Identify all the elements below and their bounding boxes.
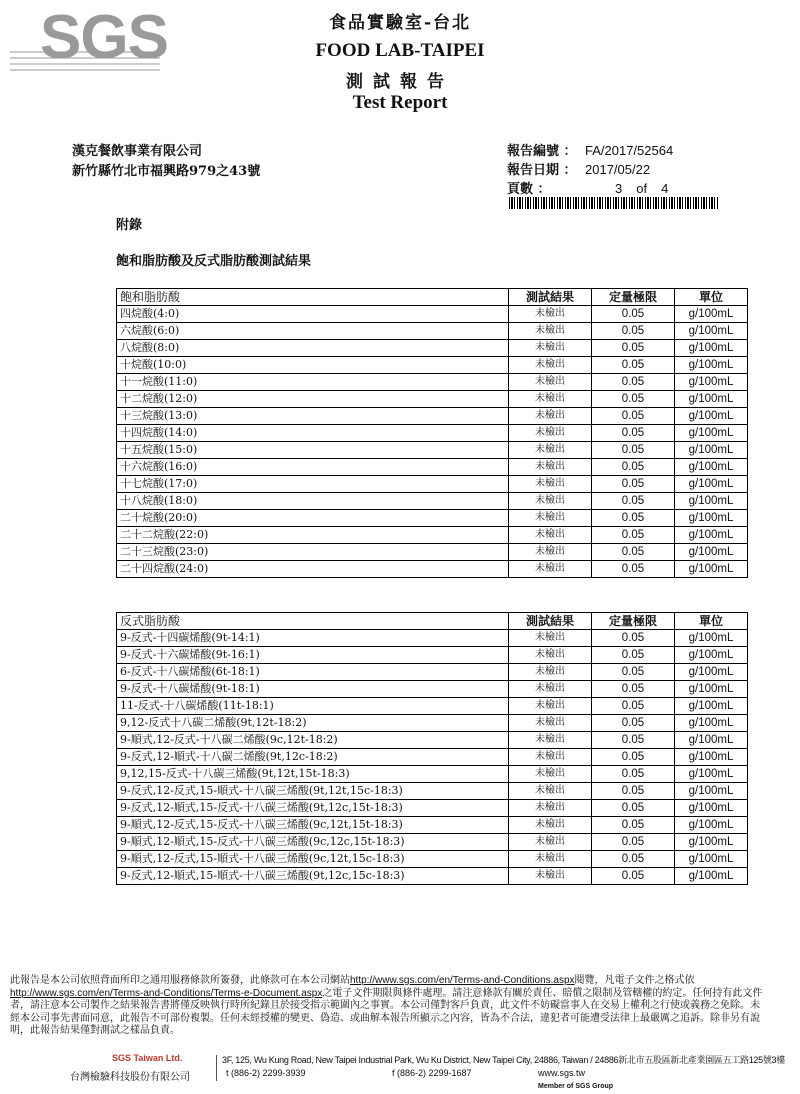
- report-title-zh: 測試報告: [346, 72, 454, 92]
- table-header-row: [117, 613, 748, 630]
- cell-result: 未檢出: [509, 357, 592, 374]
- header-unit: 單位: [675, 613, 748, 630]
- table-row: [117, 664, 748, 681]
- table-row: [117, 766, 748, 783]
- cell-loq: 0.05: [592, 749, 675, 766]
- cell-unit: g/100mL: [675, 732, 748, 749]
- table-row: [117, 442, 748, 459]
- footer-address: 3F, 125, Wu Kung Road, New Taipei Industrial Park, Wu Ku District, New Taipei City, 24886, Taiwan / 24886新北市五股區新北產業園區五工路125號3樓: [222, 1055, 785, 1065]
- cell-unit: g/100mL: [675, 868, 748, 885]
- cell-unit: g/100mL: [675, 561, 748, 578]
- report-title-en: Test Report: [352, 92, 448, 113]
- cell-analyte: 十四烷酸(14:0): [117, 425, 509, 442]
- cell-result: 未檢出: [509, 306, 592, 323]
- header-unit: 單位: [675, 289, 748, 306]
- table-row: [117, 357, 748, 374]
- cell-unit: g/100mL: [675, 527, 748, 544]
- cell-result: 未檢出: [509, 783, 592, 800]
- cell-loq: 0.05: [592, 630, 675, 647]
- cell-unit: g/100mL: [675, 374, 748, 391]
- cell-unit: g/100mL: [675, 749, 748, 766]
- cell-unit: g/100mL: [675, 357, 748, 374]
- cell-analyte: 9-反式-十八碳烯酸(9t-18:1): [117, 681, 509, 698]
- cell-analyte: 十烷酸(10:0): [117, 357, 509, 374]
- cell-loq: 0.05: [592, 340, 675, 357]
- cell-unit: g/100mL: [675, 476, 748, 493]
- cell-loq: 0.05: [592, 442, 675, 459]
- cell-unit: g/100mL: [675, 408, 748, 425]
- footer-website: www.sgs.tw: [538, 1068, 586, 1078]
- cell-analyte: 四烷酸(4:0): [117, 306, 509, 323]
- cell-analyte: 二十烷酸(20:0): [117, 510, 509, 527]
- table-row: [117, 647, 748, 664]
- cell-analyte: 9-順式,12-反式,15-反式-十八碳三烯酸(9c,12t,15t-18:3): [117, 817, 509, 834]
- sgs-logo-text: SGS: [40, 3, 168, 72]
- report-number: [507, 140, 673, 159]
- cell-result: 未檢出: [509, 374, 592, 391]
- cell-unit: g/100mL: [675, 715, 748, 732]
- cell-result: 未檢出: [509, 749, 592, 766]
- cell-analyte: 9-反式,12-反式,15-順式-十八碳三烯酸(9t,12t,15c-18:3): [117, 783, 509, 800]
- table-row: [117, 391, 748, 408]
- cell-analyte: 二十二烷酸(22:0): [117, 527, 509, 544]
- cell-unit: g/100mL: [675, 834, 748, 851]
- cell-result: 未檢出: [509, 561, 592, 578]
- cell-result: 未檢出: [509, 732, 592, 749]
- cell-loq: 0.05: [592, 647, 675, 664]
- table-row: [117, 783, 748, 800]
- footer-divider: [216, 1055, 217, 1081]
- table-row: [117, 374, 748, 391]
- table-row: [117, 749, 748, 766]
- page-label: 頁數 ：: [507, 182, 551, 197]
- cell-loq: 0.05: [592, 766, 675, 783]
- table-header-row: [117, 289, 748, 306]
- report-date-label: 報告日期 ：: [507, 163, 577, 178]
- cell-unit: g/100mL: [675, 681, 748, 698]
- disclaimer-text-1: 此報告是本公司依照背面所印之通用服務條款所簽發，此條款可在本公司網站: [10, 975, 350, 986]
- table-row: [117, 561, 748, 578]
- trans-table-body: [117, 613, 748, 885]
- cell-loq: 0.05: [592, 527, 675, 544]
- cell-unit: g/100mL: [675, 391, 748, 408]
- table-row: [117, 323, 748, 340]
- table-row: [117, 476, 748, 493]
- cell-analyte: 9-反式,12-順式,15-反式-十八碳三烯酸(9t,12c,15t-18:3): [117, 800, 509, 817]
- cell-unit: g/100mL: [675, 510, 748, 527]
- cell-result: 未檢出: [509, 459, 592, 476]
- section-title: 飽和脂肪酸及反式脂肪酸測試結果: [116, 254, 312, 269]
- cell-result: 未檢出: [509, 340, 592, 357]
- table-row: [117, 544, 748, 561]
- cell-analyte: 十七烷酸(17:0): [117, 476, 509, 493]
- lab-name-zh: 食品實驗室-台北: [328, 13, 472, 33]
- cell-unit: g/100mL: [675, 783, 748, 800]
- trans-fatty-acids-table: [116, 612, 748, 885]
- cell-unit: g/100mL: [675, 306, 748, 323]
- cell-analyte: 十三烷酸(13:0): [117, 408, 509, 425]
- table-row: [117, 459, 748, 476]
- report-date-value: 2017/05/22: [585, 162, 651, 177]
- cell-loq: 0.05: [592, 851, 675, 868]
- cell-analyte: 9-反式,12-順式,15-順式-十八碳三烯酸(9t,12c,15c-18:3): [117, 868, 509, 885]
- cell-result: 未檢出: [509, 851, 592, 868]
- cell-analyte: 六烷酸(6:0): [117, 323, 509, 340]
- page-number: 3: [615, 181, 623, 196]
- cell-analyte: 十五烷酸(15:0): [117, 442, 509, 459]
- table-row: [117, 510, 748, 527]
- cell-analyte: 9-反式-十六碳烯酸(9t-16:1): [117, 647, 509, 664]
- cell-unit: g/100mL: [675, 800, 748, 817]
- cell-result: 未檢出: [509, 715, 592, 732]
- cell-analyte: 9-反式,12-順式-十八碳二烯酸(9t,12c-18:2): [117, 749, 509, 766]
- cell-loq: 0.05: [592, 306, 675, 323]
- terms-link[interactable]: http://www.sgs.com/en/Terms-and-Conditions.aspx: [350, 975, 575, 986]
- cell-loq: 0.05: [592, 732, 675, 749]
- cell-result: 未檢出: [509, 834, 592, 851]
- table-row: [117, 493, 748, 510]
- cell-loq: 0.05: [592, 817, 675, 834]
- cell-loq: 0.05: [592, 493, 675, 510]
- cell-loq: 0.05: [592, 698, 675, 715]
- cell-unit: g/100mL: [675, 698, 748, 715]
- header-name: 反式脂肪酸: [117, 613, 509, 630]
- cell-analyte: 6-反式-十八碳烯酸(6t-18:1): [117, 664, 509, 681]
- cell-result: 未檢出: [509, 681, 592, 698]
- footer-brand: SGS Taiwan Ltd.: [112, 1053, 183, 1063]
- cell-analyte: 9-順式,12-反式-十八碳二烯酸(9c,12t-18:2): [117, 732, 509, 749]
- disclaimer-text-3: 之電子文件期限與條件處理。請注意條款有關於責任、賠償之限制及管轄權的約定。任何持有此文件者，請注意本公司製作之結果報告書將僅反映執行時所紀錄且於接受指示範圍內之事實。本公司僅對客戶負責，此文件不妨礙當事人在交易上權利之行使或義務之免除。未經本公司事先書面同意，此報告不可部份複製。任何未經授權的變更、偽造、或曲解本報告所顯示之內容，皆為不合法，違犯者可能遭受法律上最嚴厲之追訴。除非另有說明，此報告結果僅對測試之樣品負責。: [10, 987, 763, 1036]
- cell-loq: 0.05: [592, 391, 675, 408]
- page-total: 4: [661, 181, 669, 196]
- cell-analyte: 十六烷酸(16:0): [117, 459, 509, 476]
- table-row: [117, 834, 748, 851]
- cell-loq: 0.05: [592, 459, 675, 476]
- cell-unit: g/100mL: [675, 544, 748, 561]
- cell-analyte: 9-順式,12-順式,15-反式-十八碳三烯酸(9c,12c,15t-18:3): [117, 834, 509, 851]
- cell-result: 未檢出: [509, 391, 592, 408]
- cell-unit: g/100mL: [675, 323, 748, 340]
- cell-unit: g/100mL: [675, 851, 748, 868]
- footer-company: 台灣檢驗科技股份有限公司: [70, 1072, 190, 1083]
- page-of: of: [636, 181, 648, 196]
- cell-loq: 0.05: [592, 476, 675, 493]
- cell-result: 未檢出: [509, 323, 592, 340]
- cell-loq: 0.05: [592, 561, 675, 578]
- header-name: 飽和脂肪酸: [117, 289, 509, 306]
- footer-member: Member of SGS Group: [538, 1083, 614, 1090]
- cell-unit: g/100mL: [675, 442, 748, 459]
- appendix-label: 附錄: [116, 218, 143, 233]
- cell-result: 未檢出: [509, 766, 592, 783]
- cell-analyte: 八烷酸(8:0): [117, 340, 509, 357]
- cell-analyte: 9,12-反式十八碳二烯酸(9t,12t-18:2): [117, 715, 509, 732]
- disclaimer-text-2: 閱覽，凡電子文件之格式依: [574, 975, 695, 986]
- barcode: [509, 197, 719, 209]
- cell-unit: g/100mL: [675, 340, 748, 357]
- cell-result: 未檢出: [509, 664, 592, 681]
- report-number-label: 報告編號 ：: [507, 144, 577, 159]
- cell-loq: 0.05: [592, 800, 675, 817]
- cell-result: 未檢出: [509, 408, 592, 425]
- table-row: [117, 715, 748, 732]
- cell-unit: g/100mL: [675, 425, 748, 442]
- footer-fax: f (886-2) 2299-1687: [392, 1068, 472, 1078]
- cell-result: 未檢出: [509, 476, 592, 493]
- table-row: [117, 630, 748, 647]
- client-name: 漢克餐飲事業有限公司: [72, 144, 203, 159]
- header-result: 測試結果: [509, 613, 592, 630]
- table-row: [117, 817, 748, 834]
- cell-analyte: 十八烷酸(18:0): [117, 493, 509, 510]
- cell-loq: 0.05: [592, 425, 675, 442]
- table-row: [117, 425, 748, 442]
- cell-result: 未檢出: [509, 425, 592, 442]
- footer: [0, 1053, 800, 1094]
- table-row: [117, 306, 748, 323]
- table-row: [117, 698, 748, 715]
- cell-unit: g/100mL: [675, 664, 748, 681]
- cell-unit: g/100mL: [675, 493, 748, 510]
- cell-analyte: 二十三烷酸(23:0): [117, 544, 509, 561]
- cell-loq: 0.05: [592, 510, 675, 527]
- table-row: [117, 732, 748, 749]
- table-row: [117, 868, 748, 885]
- cell-loq: 0.05: [592, 357, 675, 374]
- cell-loq: 0.05: [592, 715, 675, 732]
- header-loq: 定量極限: [592, 289, 675, 306]
- table-row: [117, 851, 748, 868]
- table-row: [117, 527, 748, 544]
- cell-result: 未檢出: [509, 868, 592, 885]
- cell-analyte: 9-反式-十四碳烯酸(9t-14:1): [117, 630, 509, 647]
- cell-result: 未檢出: [509, 800, 592, 817]
- cell-result: 未檢出: [509, 647, 592, 664]
- cell-result: 未檢出: [509, 442, 592, 459]
- cell-result: 未檢出: [509, 527, 592, 544]
- cell-unit: g/100mL: [675, 459, 748, 476]
- table-row: [117, 800, 748, 817]
- footer-telephone: t (886-2) 2299-3939: [226, 1068, 306, 1078]
- table-row: [117, 340, 748, 357]
- cell-result: 未檢出: [509, 493, 592, 510]
- cell-result: 未檢出: [509, 817, 592, 834]
- cell-loq: 0.05: [592, 664, 675, 681]
- cell-loq: 0.05: [592, 374, 675, 391]
- report-number-value: FA/2017/52564: [585, 143, 674, 158]
- header-result: 測試結果: [509, 289, 592, 306]
- page-count: [507, 178, 668, 197]
- lab-name-en: FOOD LAB-TAIPEI: [315, 40, 485, 61]
- terms-e-document-link[interactable]: http://www.sgs.com/en/Terms-and-Conditions/Terms-e-Document.aspx: [10, 987, 323, 999]
- saturated-table-body: [117, 289, 748, 578]
- cell-loq: 0.05: [592, 834, 675, 851]
- cell-analyte: 9,12,15-反式-十八碳三烯酸(9t,12t,15t-18:3): [117, 766, 509, 783]
- cell-unit: g/100mL: [675, 630, 748, 647]
- cell-result: 未檢出: [509, 544, 592, 561]
- cell-loq: 0.05: [592, 408, 675, 425]
- cell-analyte: 十二烷酸(12:0): [117, 391, 509, 408]
- cell-loq: 0.05: [592, 868, 675, 885]
- cell-unit: g/100mL: [675, 817, 748, 834]
- cell-loq: 0.05: [592, 544, 675, 561]
- cell-analyte: 9-順式,12-反式,15-順式-十八碳三烯酸(9c,12t,15c-18:3): [117, 851, 509, 868]
- cell-analyte: 11-反式-十八碳烯酸(11t-18:1): [117, 698, 509, 715]
- header-loq: 定量極限: [592, 613, 675, 630]
- client-address: 新竹縣竹北市福興路979之43號: [72, 164, 261, 179]
- cell-analyte: 十一烷酸(11:0): [117, 374, 509, 391]
- cell-result: 未檢出: [509, 510, 592, 527]
- cell-result: 未檢出: [509, 630, 592, 647]
- table-row: [117, 681, 748, 698]
- cell-unit: g/100mL: [675, 647, 748, 664]
- table-row: [117, 408, 748, 425]
- cell-result: 未檢出: [509, 698, 592, 715]
- cell-loq: 0.05: [592, 783, 675, 800]
- saturated-fatty-acids-table: [116, 288, 748, 578]
- report-date: [507, 159, 650, 178]
- cell-unit: g/100mL: [675, 766, 748, 783]
- cell-loq: 0.05: [592, 323, 675, 340]
- cell-analyte: 二十四烷酸(24:0): [117, 561, 509, 578]
- cell-loq: 0.05: [592, 681, 675, 698]
- disclaimer: [10, 975, 765, 1038]
